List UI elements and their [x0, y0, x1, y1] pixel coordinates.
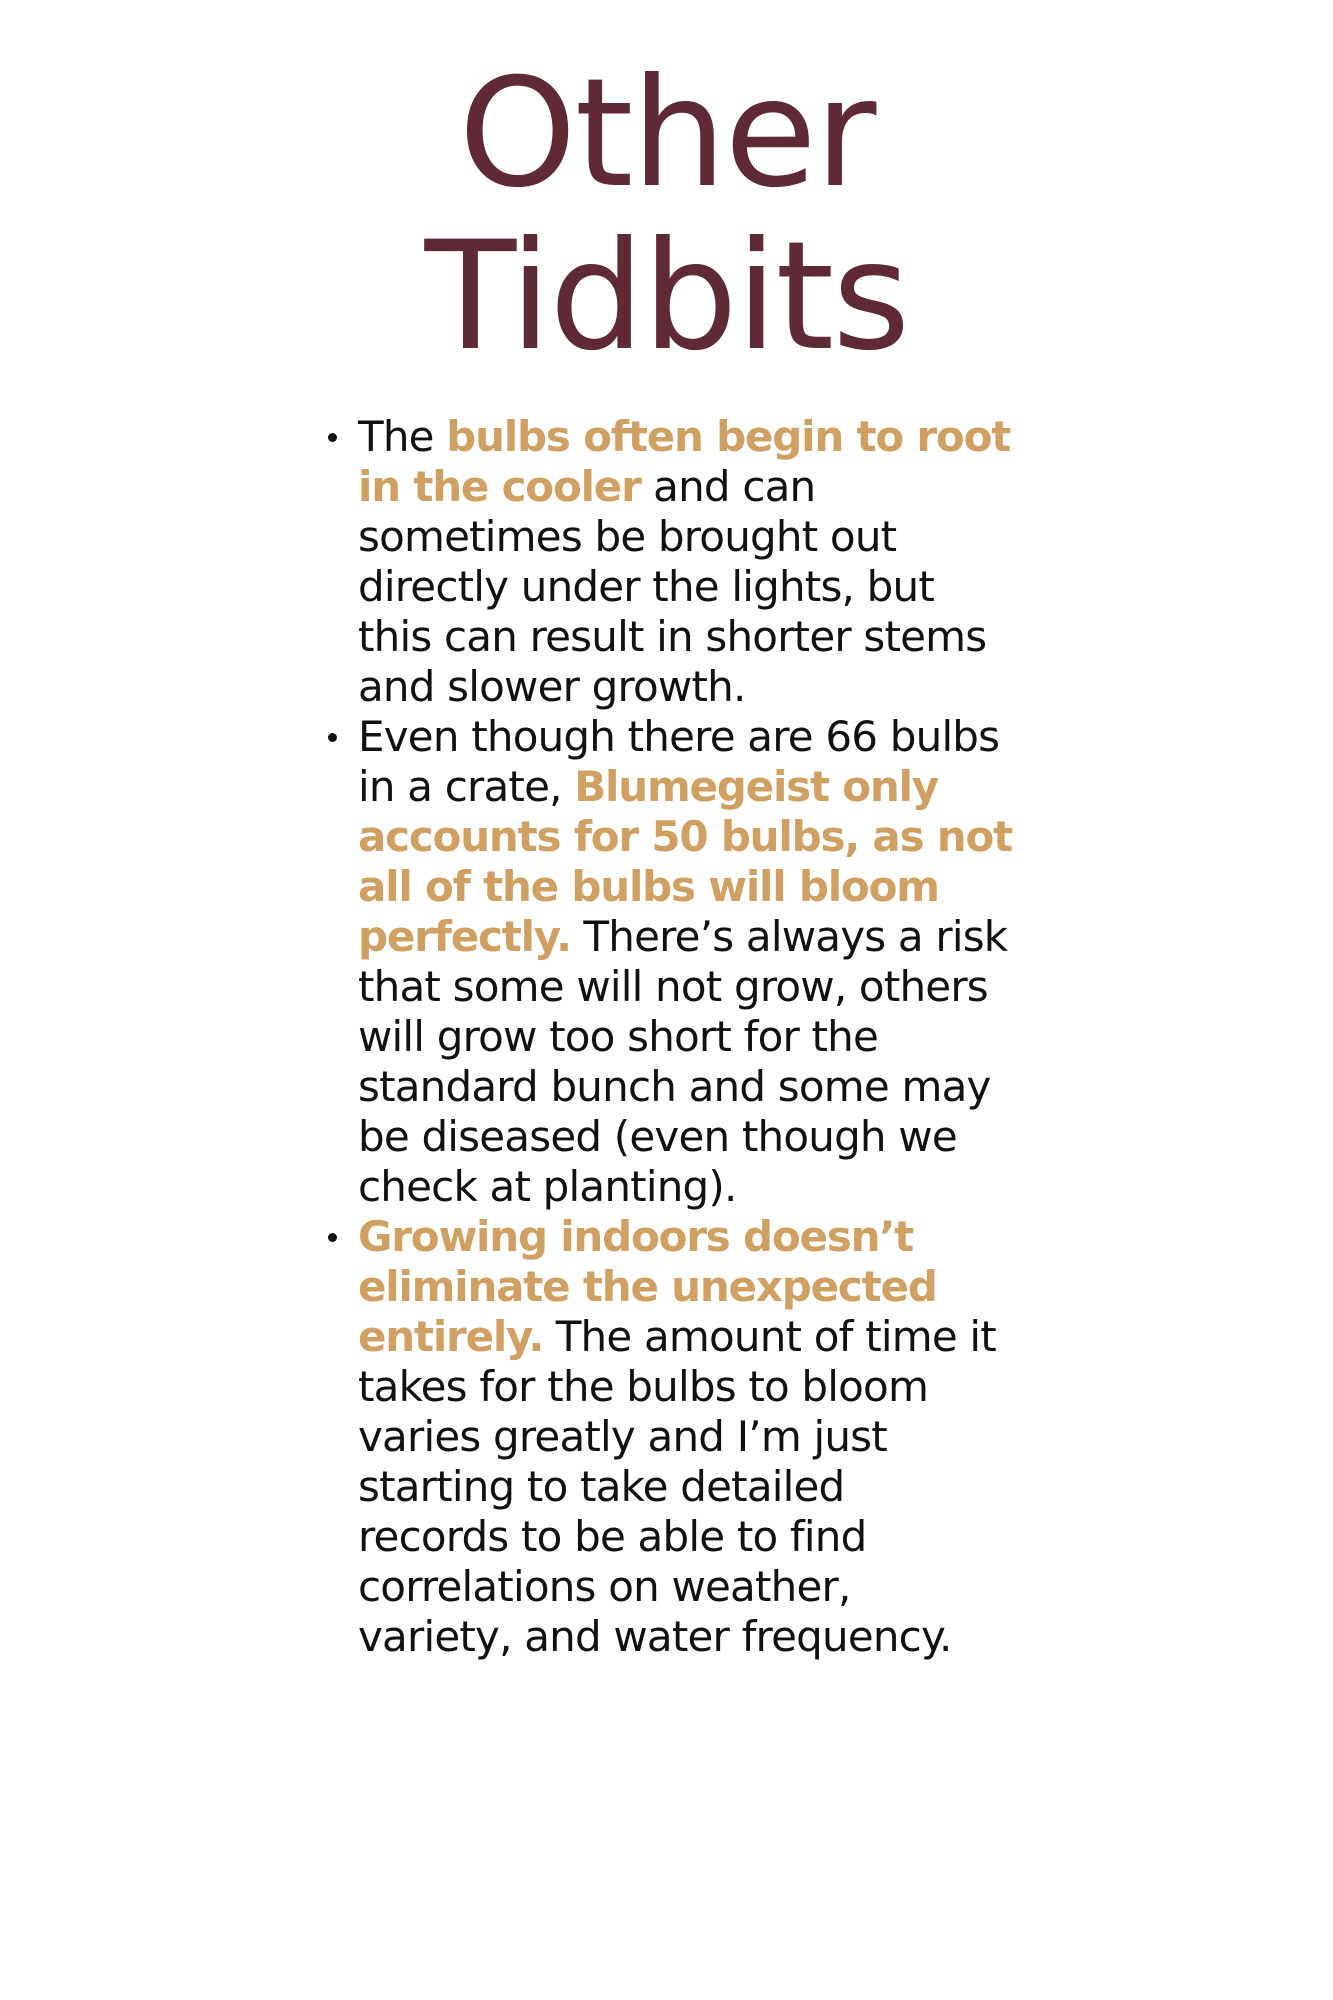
text-line — [358, 1112, 1058, 1162]
text-line — [358, 1162, 1058, 1212]
highlighted-text: entirely. — [358, 1312, 544, 1361]
body-text: There’s always a risk — [570, 912, 1008, 961]
text-line — [358, 1262, 1058, 1312]
body-text: and can — [640, 462, 816, 511]
body-text: will grow too short for the — [358, 1012, 879, 1061]
highlighted-text: in the cooler — [358, 462, 641, 511]
body-text: The amount of time it — [543, 1312, 996, 1361]
bullet-icon — [328, 733, 337, 742]
page-title-line-1: Other — [458, 47, 875, 221]
body-text: The — [358, 412, 447, 461]
page-title-line-2: Tidbits — [424, 210, 909, 384]
bullet-icon — [328, 1233, 337, 1242]
text-line — [358, 1512, 1058, 1562]
body-text: this can result in shorter stems — [358, 612, 987, 661]
body-text: Even though there are 66 bulbs — [358, 712, 1000, 761]
body-text: variety, and water frequency. — [358, 1612, 952, 1661]
body-text: varies greatly and I’m just — [358, 1412, 887, 1461]
text-line — [358, 912, 1058, 962]
text-line — [358, 662, 1058, 712]
body-text: takes for the bulbs to bloom — [358, 1362, 929, 1411]
text-line — [358, 612, 1058, 662]
bullet-icon — [328, 433, 337, 442]
text-line — [358, 1362, 1058, 1412]
text-line — [358, 562, 1058, 612]
list-item — [358, 712, 1058, 1212]
text-line — [358, 1212, 1058, 1262]
highlighted-text: Growing indoors doesn’t — [358, 1212, 913, 1261]
text-line — [358, 1062, 1058, 1112]
list-item — [358, 412, 1058, 712]
text-line — [358, 1012, 1058, 1062]
text-line — [358, 1612, 1058, 1662]
text-line — [358, 1312, 1058, 1362]
highlighted-text: all of the bulbs will bloom — [358, 862, 939, 911]
text-line — [358, 1562, 1058, 1612]
text-line — [358, 462, 1058, 512]
highlighted-text: perfectly. — [358, 912, 571, 961]
highlighted-text: eliminate the unexpected — [358, 1262, 937, 1311]
text-line — [358, 1412, 1058, 1462]
text-line — [358, 512, 1058, 562]
body-text: sometimes be brought out — [358, 512, 897, 561]
body-text: starting to take detailed — [358, 1462, 845, 1511]
text-line — [358, 762, 1058, 812]
body-text: correlations on weather, — [358, 1562, 851, 1611]
text-line — [358, 1462, 1058, 1512]
list-item — [358, 1212, 1058, 1662]
text-line — [358, 712, 1058, 762]
body-text: check at planting). — [358, 1162, 737, 1211]
highlighted-text: accounts for 50 bulbs, as not — [358, 812, 1013, 861]
body-text: records to be able to find — [358, 1512, 867, 1561]
tidbits-list — [358, 412, 1058, 1662]
highlighted-text: bulbs often begin to root — [446, 412, 1011, 461]
body-text: standard bunch and some may — [358, 1062, 991, 1111]
highlighted-text: Blumegeist only — [574, 762, 938, 811]
body-text: directly under the lights, but — [358, 562, 934, 611]
text-line — [358, 412, 1058, 462]
body-text: in a crate, — [358, 762, 575, 811]
text-line — [358, 812, 1058, 862]
body-text: that some will not grow, others — [358, 962, 988, 1011]
body-text: be diseased (even though we — [358, 1112, 957, 1161]
text-line — [358, 862, 1058, 912]
body-text: and slower growth. — [358, 662, 746, 711]
text-line — [358, 962, 1058, 1012]
